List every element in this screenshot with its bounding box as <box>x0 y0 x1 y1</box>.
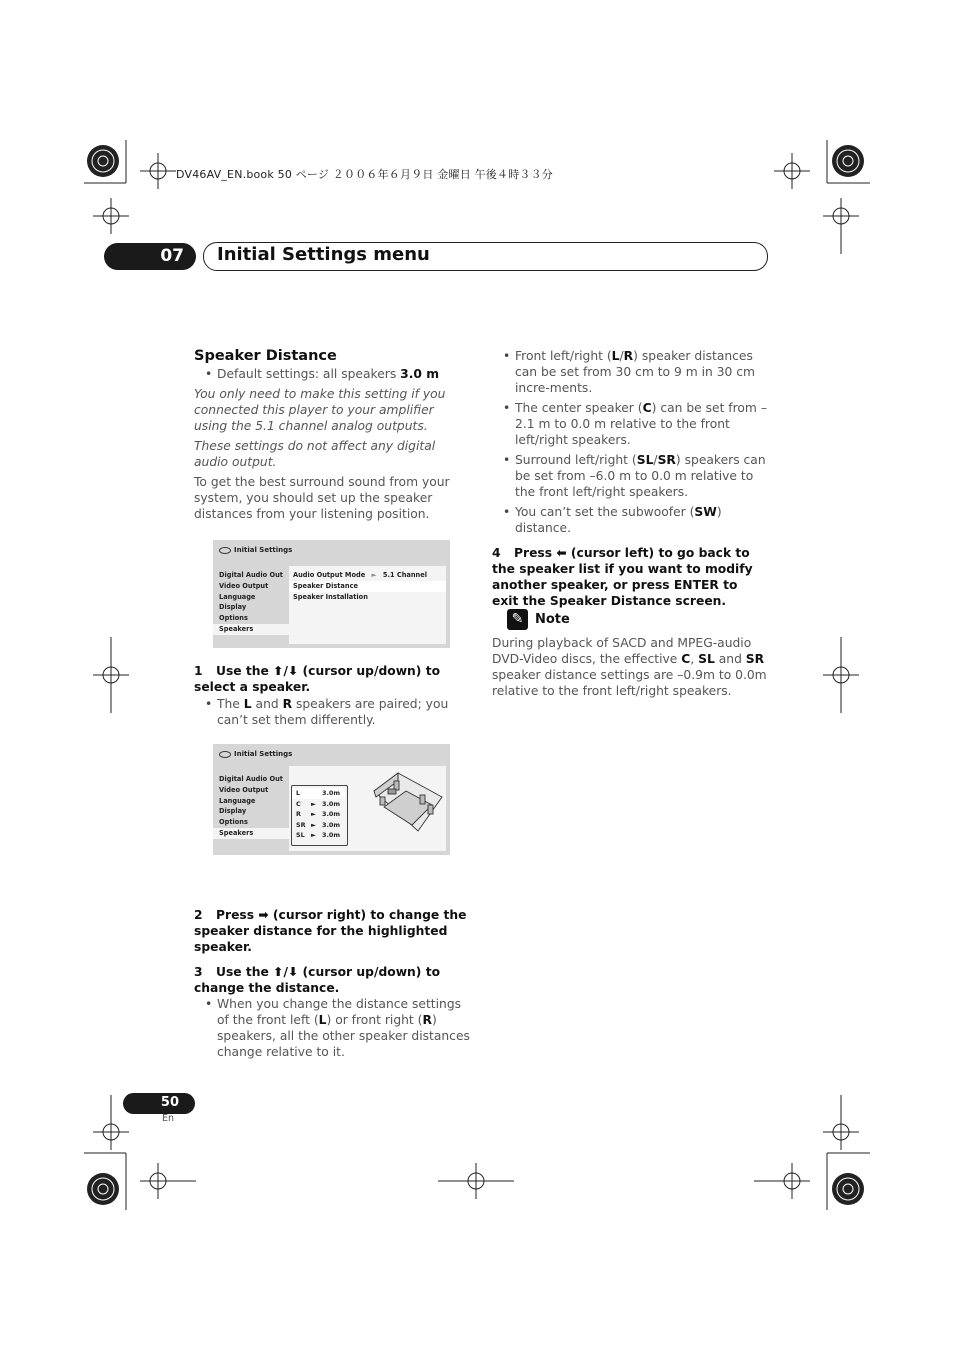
key-c: C <box>642 401 652 415</box>
slash: / <box>653 453 658 467</box>
speaker-name: SR <box>296 820 306 829</box>
disc-icon <box>219 547 231 554</box>
default-setting-text: Default settings: all speakers <box>217 367 401 381</box>
step1-bullet-text-b: and <box>251 697 283 711</box>
bullet3-text-a: Surround left/right ( <box>515 453 637 467</box>
intro-paragraph: To get the best surround sound from your system, you should set up the speaker distances from your listening position. <box>194 475 450 521</box>
step2-text: Press ➡ (cursor right) to change the speaker distance for the highlighted speaker. <box>194 908 467 954</box>
note-label: Note <box>535 612 570 627</box>
option-speaker-installation[interactable]: Speaker Installation <box>293 592 368 601</box>
menu-item-speakers[interactable]: Speakers <box>213 624 289 635</box>
speaker-name: L <box>296 789 301 797</box>
key-sl: SL <box>698 652 715 666</box>
page-number-badge <box>123 1093 195 1114</box>
chapter-title-box <box>203 242 768 271</box>
screen1-title-row <box>219 546 292 554</box>
bullet3-text-b: ) speakers can be set from –6.0 m to 0.0 m relative to the front left/right speakers. <box>515 453 766 499</box>
step1-bullet-text-a: The <box>217 697 244 711</box>
menu-item-video-output[interactable]: Video Output <box>219 581 269 590</box>
step4-heading <box>492 545 768 609</box>
menu-item-display[interactable]: Display <box>219 807 247 816</box>
bullet-subwoofer <box>492 504 768 536</box>
section-heading: Speaker Distance <box>194 348 337 364</box>
chapter-title: Initial Settings menu <box>217 244 430 265</box>
key-sr: SR <box>745 652 765 666</box>
speaker-row-c[interactable] <box>292 799 347 810</box>
audio-output-mode-label: Audio Output Mode <box>293 571 366 579</box>
step3-number: 3 <box>194 965 203 979</box>
note-text-b: speaker distance settings are –0.9m to 0.0m relative to the front left/right speakers. <box>492 668 767 698</box>
step3-bullet-text-c: ) speakers, all the other speaker distances change relative to it. <box>217 1013 470 1059</box>
step1-number: 1 <box>194 664 203 678</box>
step2-heading <box>194 907 470 955</box>
key-sw: SW <box>694 505 717 519</box>
key-l: L <box>318 1013 327 1027</box>
speaker-name: R <box>296 810 301 819</box>
menu-item-speakers[interactable]: Speakers <box>213 828 289 839</box>
step3-heading <box>194 964 470 996</box>
bullet4-text-a: You can’t set the subwoofer ( <box>515 505 695 519</box>
speaker-name: SL <box>296 831 305 840</box>
bullet-surround <box>492 452 768 500</box>
bullet-center <box>492 400 768 448</box>
step1-text: Use the ⬆/⬇ (cursor up/down) to select a speaker. <box>194 664 441 694</box>
option-speaker-distance[interactable]: Speaker Distance <box>289 581 446 592</box>
left-column-top <box>194 348 470 526</box>
key-r: R <box>422 1013 432 1027</box>
menu-item-digital-audio-out[interactable]: Digital Audio Out <box>219 571 283 579</box>
bullet-front-lr <box>492 348 768 396</box>
step3-text: Use the ⬆/⬇ (cursor up/down) to change the distance. <box>194 965 441 995</box>
speaker-row-sl[interactable] <box>292 830 347 841</box>
key-c: C <box>681 652 691 666</box>
note-sep-1: , <box>690 652 699 666</box>
key-l: L <box>611 349 620 363</box>
bullet2-text-b: ) can be set from –2.1 m to 0.0 m relative to the front left/right speakers. <box>515 401 767 447</box>
page-number: 50 <box>160 1095 179 1110</box>
note-text-a: During playback of SACD and MPEG-audio DVD-Video discs, the effective <box>492 636 752 666</box>
default-setting-value: 3.0 m <box>400 367 440 381</box>
note-text <box>492 635 768 699</box>
screen2-title-row <box>219 750 292 758</box>
speaker-row-sr[interactable] <box>292 820 347 831</box>
arrow-right-icon: ► <box>311 820 316 829</box>
key-l: L <box>243 697 252 711</box>
menu-item-digital-audio-out[interactable]: Digital Audio Out <box>219 775 283 783</box>
key-r: R <box>623 349 634 363</box>
arrow-right-icon: ► <box>311 831 316 840</box>
bullet4-text-b: ) distance. <box>515 505 722 535</box>
screen1-title: Initial Settings <box>234 546 293 554</box>
default-setting-bullet <box>194 366 470 382</box>
step1-bullet <box>194 696 470 728</box>
key-sr: SR <box>657 453 676 467</box>
bullet1-text-a: Front left/right ( <box>515 349 612 363</box>
speaker-value: 3.0m <box>322 799 340 808</box>
step2-step3-block <box>194 907 470 1060</box>
speaker-row-l[interactable] <box>292 788 345 799</box>
speaker-value: 3.0m <box>322 831 340 840</box>
speaker-distance-list <box>291 785 348 846</box>
bullet1-text-b: ) speaker distances can be set from 30 cm to 9 m in 30 cm incre-ments. <box>515 349 755 395</box>
screen1-options-panel <box>289 566 446 644</box>
bullet2-text-a: The center speaker ( <box>515 401 643 415</box>
screen1-menu <box>213 570 289 635</box>
speaker-value: 3.0m <box>322 789 340 797</box>
speaker-value: 3.0m <box>322 810 340 819</box>
note-sep-2: and <box>714 652 746 666</box>
speaker-row-r[interactable] <box>292 809 347 820</box>
step3-bullet-text-b: ) or front right ( <box>326 1013 423 1027</box>
menu-item-video-output[interactable]: Video Output <box>219 785 269 794</box>
menu-item-language[interactable]: Language <box>219 796 256 805</box>
speaker-value: 3.0m <box>322 820 340 829</box>
chapter-number: 07 <box>160 246 184 266</box>
arrow-right-icon: ► <box>311 799 316 808</box>
italic-note-2: These settings do not affect any digital audio output. <box>194 439 436 469</box>
audio-output-mode-row[interactable] <box>289 570 446 581</box>
audio-output-mode-value: 5.1 Channel <box>382 571 427 579</box>
step4-number: 4 <box>492 546 501 560</box>
settings-screen-1 <box>213 540 450 648</box>
key-r: R <box>282 697 293 711</box>
screen2-menu <box>213 774 289 839</box>
speaker-name: C <box>296 799 301 808</box>
slash: / <box>619 349 624 363</box>
disc-icon <box>219 751 231 758</box>
chapter-badge <box>104 243 196 270</box>
screen2-title: Initial Settings <box>234 750 293 758</box>
key-sl: SL <box>636 453 654 467</box>
arrow-right-icon: ► <box>371 571 377 579</box>
menu-item-options[interactable]: Options <box>219 614 248 623</box>
menu-item-display[interactable]: Display <box>219 603 247 612</box>
room-speaker-illustration <box>368 767 446 839</box>
step3-bullet-text-a: When you change the distance settings of the front left ( <box>217 997 462 1027</box>
step1-heading <box>194 663 470 695</box>
arrow-right-icon: ► <box>311 810 316 819</box>
page-language: En <box>162 1113 175 1124</box>
step4-text: Press ⬅ (cursor left) to go back to the speaker list if you want to modify another speaker, or press ENTER to exit the Speaker Distance screen. <box>492 546 753 608</box>
print-header: DV46AV_EN.book 50 ページ ２００６年６月９日 金曜日 午後４時３３分 <box>176 168 553 181</box>
step1-bullet-text-c: speakers are paired; you can’t set them differently. <box>217 697 449 727</box>
right-column <box>492 348 768 609</box>
menu-item-language[interactable]: Language <box>219 592 256 601</box>
step1-block <box>194 663 470 728</box>
step3-bullet <box>194 996 470 1060</box>
menu-item-options[interactable]: Options <box>219 818 248 827</box>
note-pencil-icon: ✎ <box>507 609 528 630</box>
italic-note-1: You only need to make this setting if you connected this player to your amplifier using the 5.1 channel analog outputs. <box>194 387 446 433</box>
step2-number: 2 <box>194 908 203 922</box>
